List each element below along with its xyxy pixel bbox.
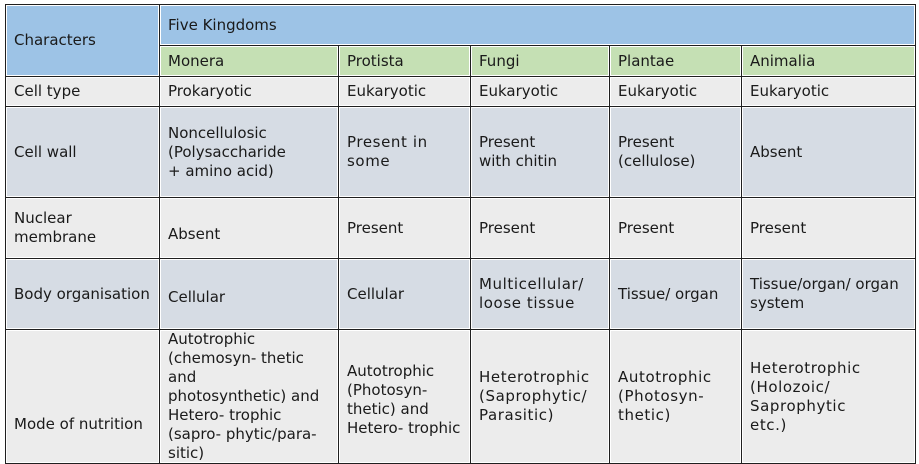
table-row-body-organisation xyxy=(6,259,916,330)
table-cell: Tissue/ organ xyxy=(610,259,742,330)
row-label: Body organisation xyxy=(6,259,160,330)
table-cell: Multicellular/ loose tissue xyxy=(479,275,584,312)
row-label: Mode of nutrition xyxy=(6,330,160,464)
table-cell: Prokaryotic xyxy=(160,77,339,107)
kingdom-header-plantae: Plantae xyxy=(610,46,742,77)
table-cell: Heterotrophic (Saprophytic/ Parasitic) xyxy=(479,368,590,424)
table-cell: Cellular xyxy=(339,259,471,330)
table-cell: Autotrophic (Photosyn- thetic) xyxy=(618,368,712,424)
five-kingdoms-table xyxy=(5,4,916,464)
table-cell: Absent xyxy=(742,107,916,198)
table-cell: Tissue/organ/ organ system xyxy=(750,275,899,312)
table-cell: Noncellulosic (Polysaccharide + amino acid) xyxy=(168,123,286,180)
table-cell: Present in some xyxy=(347,133,428,170)
table-row-cell-wall xyxy=(6,107,916,198)
characters-header: Characters xyxy=(6,5,160,77)
table-cell: Autotrophic (chemosyn- thetic and photosynthetic) and Hetero- trophic (sapro- phytic/para- sitic) xyxy=(168,330,320,462)
kingdom-header-protista: Protista xyxy=(339,46,471,77)
table-cell: Present with chitin xyxy=(479,133,558,170)
five-kingdoms-header: Five Kingdoms xyxy=(160,5,916,46)
table-cell: Present xyxy=(742,198,916,259)
table-cell: Present (cellulose) xyxy=(618,133,696,170)
table-row-nuclear-membrane xyxy=(6,198,916,259)
table-cell: Present xyxy=(471,198,610,259)
row-label: Cell type xyxy=(6,77,160,107)
table-cell: Heterotrophic (Holozoic/ Saprophytic etc.) xyxy=(750,358,861,434)
table-cell: Eukaryotic xyxy=(339,77,471,107)
table-cell: Present xyxy=(610,198,742,259)
table-row-cell-type xyxy=(6,77,916,107)
table-cell: Present xyxy=(339,198,471,259)
kingdom-header-monera: Monera xyxy=(160,46,339,77)
row-label: Nuclear membrane xyxy=(6,198,160,259)
kingdom-header-fungi: Fungi xyxy=(471,46,610,77)
table-cell: Eukaryotic xyxy=(471,77,610,107)
table-cell: Absent xyxy=(160,198,339,259)
table-cell: Cellular xyxy=(160,259,339,330)
table-row-mode-of-nutrition xyxy=(6,330,916,464)
table-cell: Eukaryotic xyxy=(610,77,742,107)
table-cell: Autotrophic (Photosyn- thetic) and Hetero- trophic xyxy=(347,361,461,437)
table-cell: Eukaryotic xyxy=(742,77,916,107)
kingdom-header-animalia: Animalia xyxy=(742,46,916,77)
row-label: Cell wall xyxy=(6,107,160,198)
